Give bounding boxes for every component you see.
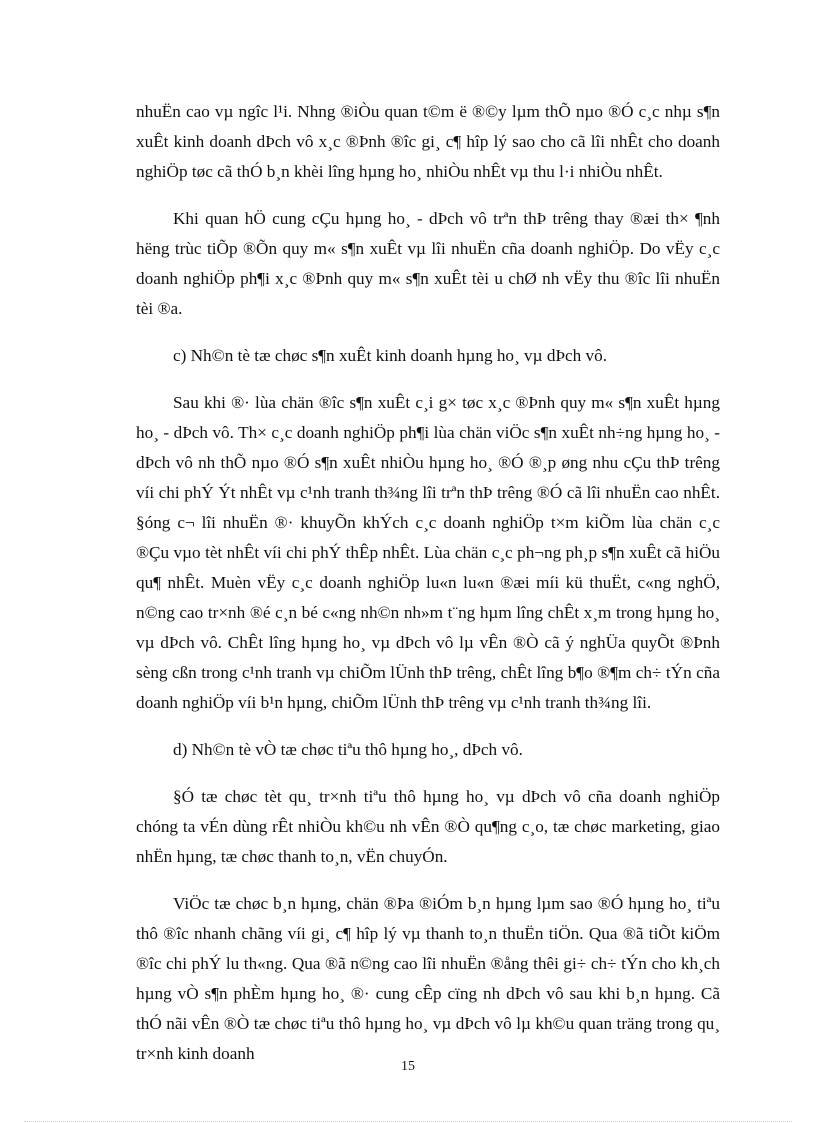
paragraph: Sau khi ®· lùa chän ®îc s¶n xuÊt c¸i g× tøc x¸c ®Þnh quy m« s¶n xuÊt hµng ho¸ - dÞch vô. Th× c¸c doanh nghiÖp ph¶i lùa chän viÖc s¶n xuÊt nh÷ng hµng ho¸ - dÞch vô nh thÕ nµo ®Ó s¶n xuÊt nhiÒu hµng ho¸ ®Ó ®¸p øng nhu cÇu thÞ trêng víi chi phÝ Ýt nhÊt vµ c¹nh tranh th¾ng lîi trªn thÞ trêng ®Ó cã lîi nhuËn cao nhÊt. §óng c¬ lîi nhuËn ®· khuyÕn khÝch c¸c doanh nghiÖp t×m kiÕm lùa chän c¸c ®Çu vµo tèt nhÊt víi chi phÝ thÊp nhÊt. Lùa chän c¸c ph¬ng ph¸p s¶n xuÊt cã hiÖu qu¶ nhÊt. Muèn vËy c¸c doanh nghiÖp lu«n lu«n ®æi míi kü thuËt, c«ng nghÖ, n©ng cao tr×nh ®é c¸n bé c«ng nh©n nh»m t¨ng hµm lîng chÊt x¸m trong hµng ho¸ vµ dÞch vô. ChÊt lîng hµng ho¸ vµ dÞch vô lµ vÊn ®Ò cã ý nghÜa quyÕt ®Þnh sèng cßn trong c¹nh tranh vµ chiÕm lÜnh thÞ trêng, chÊt lîng b¶o ®¶m ch÷ tÝn cña doanh nghiÖp víi b¹n hµng, chiÕm lÜnh thÞ trêng vµ c¹nh tranh th¾ng lîi.: [136, 393, 720, 712]
paragraph-continuation: nhuËn cao vµ ngîc l¹i. Nhng ®iÒu quan t©m ë ®©y lµm thÕ nµo ®Ó c¸c nhµ s¶n xuÊt kinh doanh dÞch vô x¸c ®Þnh ®îc gi¸ c¶ hîp lý sao cho cã lîi nhÊt cho doanh nghiÖp tøc cã thÓ b¸n khèi lîng hµng ho¸ nhiÒu nhÊt vµ thu l·i nhiÒu nhÊt.: [136, 102, 720, 181]
paragraph: ViÖc tæ chøc b¸n hµng, chän ®Þa ®iÓm b¸n hµng lµm sao ®Ó hµng ho¸ tiªu thô ®îc nhanh chãng víi gi¸ c¶ hîp lý vµ thanh to¸n thuËn tiÖn. Qua ®ã tiÕt kiÖm ®îc chi phÝ lu th«ng. Qua ®ã n©ng cao lîi nhuËn ®ång thêi gi÷ ch÷ tÝn cho kh¸ch hµng vÒ s¶n phÈm hµng ho¸ ®· cung cÊp cïng nh dÞch vô sau khi b¸n hµng. Cã thÓ nãi vÊn ®Ò tæ chøc tiªu thô hµng ho¸ vµ dÞch vô lµ kh©u quan träng trong qu¸ tr×nh kinh doanh: [136, 894, 720, 1063]
paragraph: §Ó tæ chøc tèt qu¸ tr×nh tiªu thô hµng ho¸ vµ dÞch vô cña doanh nghiÖp chóng ta vÉn dùng rÊt nhiÒu kh©u nh vÊn ®Ò qu¶ng c¸o, tæ chøc marketing, giao nhËn hµng, tæ chøc thanh to¸n, vËn chuyÓn.: [136, 787, 720, 866]
section-heading: c) Nh©n tè tæ chøc s¶n xuÊt kinh doanh hµng ho¸ vµ dÞch vô.: [173, 346, 608, 365]
page-number: 15: [401, 1059, 415, 1074]
paragraph: Khi quan hÖ cung cÇu hµng ho¸ - dÞch vô trªn thÞ trêng thay ®æi th× ¶nh hëng trùc tiÕp ®Õn quy m« s¶n xuÊt vµ lîi nhuËn cña doanh nghiÖp. Do vËy c¸c doanh nghiÖp ph¶i x¸c ®Þnh quy m« s¶n xuÊt tèi u chØ nh vËy thu ®îc lîi nhuËn tèi ®a.: [136, 209, 720, 318]
section-heading: d) Nh©n tè vÒ tæ chøc tiªu thô hµng ho¸, dÞch vô.: [173, 740, 523, 759]
body-text: [136, 97, 720, 1086]
page-border-divider: [24, 1121, 792, 1122]
